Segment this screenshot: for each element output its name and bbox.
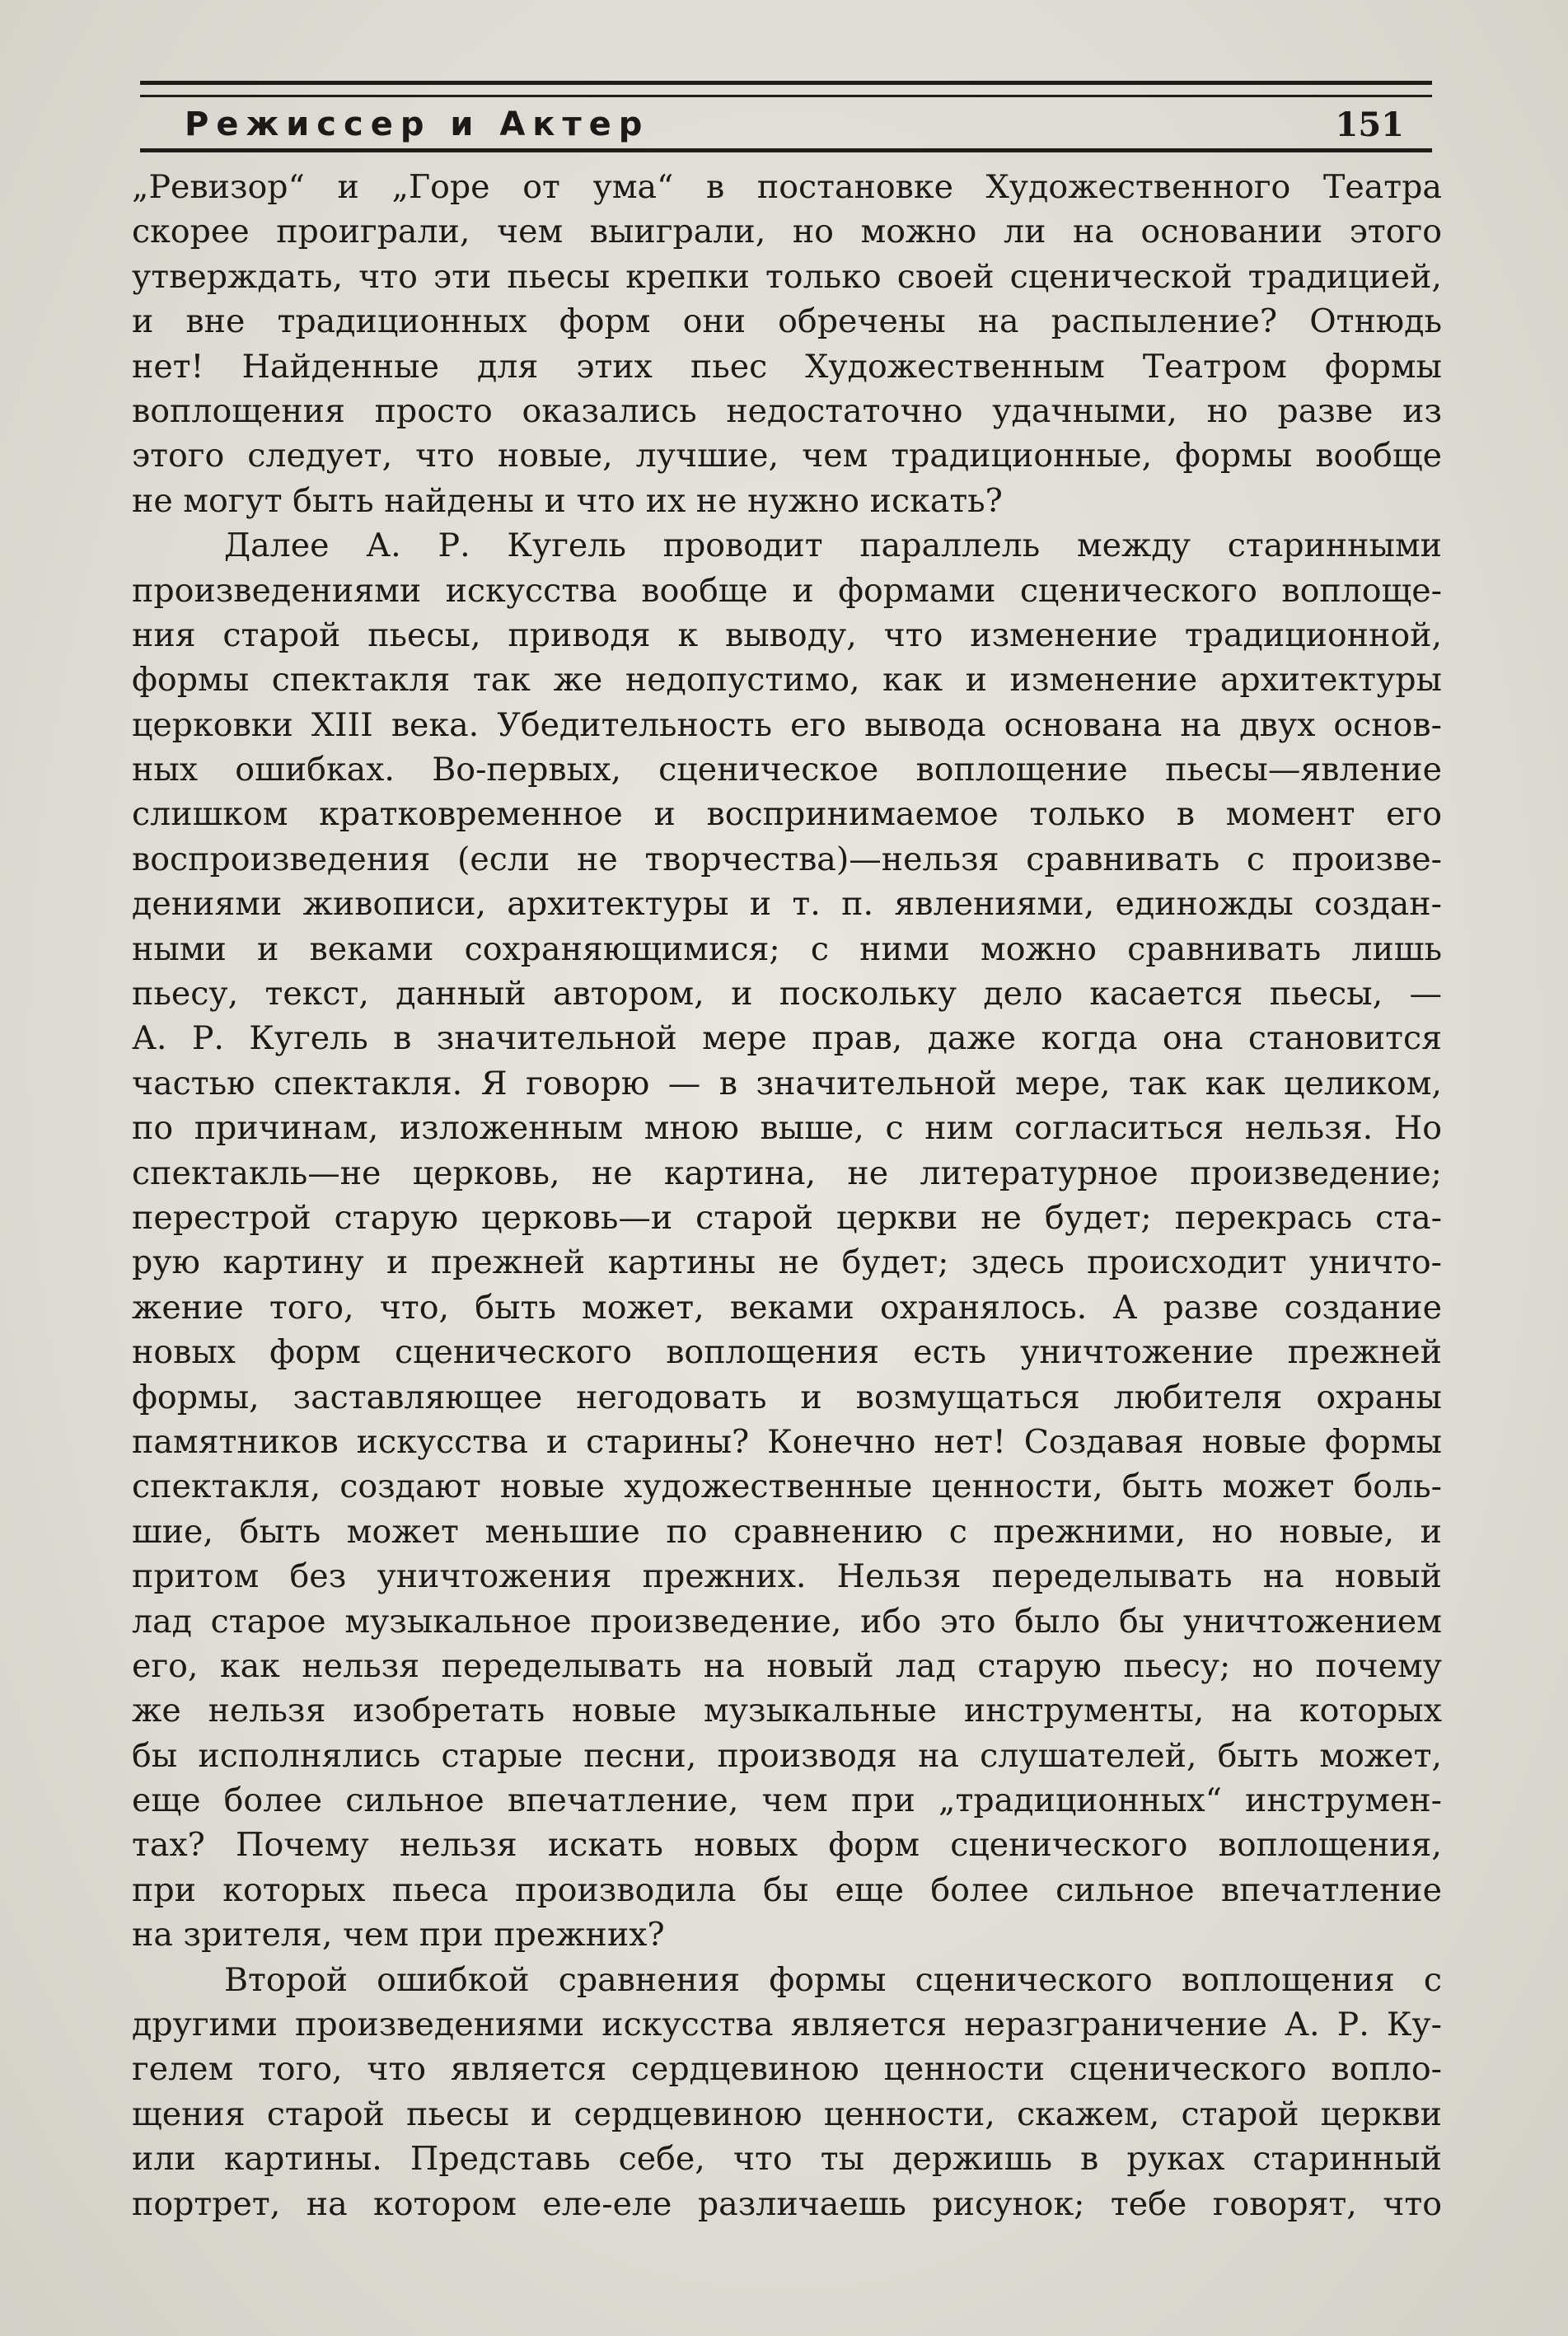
text-line: еще более сильное впечатление, чем при „традиционных“ инструмен- [132, 1781, 1442, 1820]
text-line: его, как нельзя переделывать на новый лад старую пьесу; но почему [132, 1646, 1442, 1685]
text-line: на зрителя, чем при прежних? [132, 1916, 665, 1954]
text-line: спектакля, создают новые художественные ценности, быть может боль- [132, 1468, 1442, 1506]
text-line: тах? Почему нельзя искать новых форм сценического воплощения, [132, 1826, 1442, 1865]
paragraph-first-line: Далее А. Р. Кугель проводит параллель между старинными [224, 527, 1442, 565]
header-top-rule [140, 81, 1432, 85]
text-line: воплощения просто оказались недостаточно удачными, но разве из [132, 391, 1442, 430]
text-line: спектакль—не церковь, не картина, не литературное произведение; [132, 1154, 1442, 1192]
text-line: или картины. Представь себе, что ты держишь в руках старинный [132, 2140, 1442, 2179]
text-line: бы исполнялись старые песни, производя на слушателей, быть может, [132, 1736, 1442, 1775]
running-title: Режиссер и Актер [185, 105, 650, 143]
text-line: и вне традиционных форм они обречены на распыление? Отнюдь [132, 302, 1442, 341]
text-line: „Ревизор“ и „Горе от ума“ в постановке Художественного Театра [132, 168, 1442, 206]
text-line: жение того, что, быть может, веками охранялось. А разве создание [132, 1288, 1442, 1327]
text-line: перестрой старую церковь—и старой церкви не будет; перекрась ста- [132, 1198, 1442, 1237]
text-line: формы спектакля так же недопустимо, как и изменение архитектуры [132, 661, 1442, 700]
text-line: ния старой пьесы, приводя к выводу, что изменение традиционной, [132, 616, 1442, 654]
text-line: пьесу, текст, данный автором, и поскольку дело касается пьесы, — [132, 975, 1442, 1014]
text-line: щения старой пьесы и сердцевиною ценности, скажем, старой церкви [132, 2095, 1442, 2133]
text-line: воспроизведения (если не творчества)—нельзя сравнивать с произве- [132, 840, 1442, 878]
text-line: при которых пьеса производила бы еще более сильное впечатление [132, 1870, 1442, 1909]
text-line: не могут быть найдены и что их не нужно искать? [132, 481, 1003, 520]
text-line: притом без уничтожения прежних. Нельзя переделывать на новый [132, 1557, 1442, 1596]
text-line: ных ошибках. Во-первых, сценическое воплощение пьесы—явление [132, 751, 1442, 789]
body-text [132, 165, 1442, 2226]
text-line: лад старое музыкальное произведение, ибо это было бы уничтожением [132, 1602, 1442, 1641]
text-line: рую картину и прежней картины не будет; здесь происходит уничто- [132, 1243, 1442, 1282]
text-line: частью спектакля. Я говорю — в значительной мере, так как целиком, [132, 1064, 1442, 1102]
page-number: 151 [1335, 105, 1404, 144]
text-line: же нельзя изобретать новые музыкальные инструменты, на которых [132, 1692, 1442, 1730]
text-line: гелем того, что является сердцевиною ценности сценического вопло- [132, 2050, 1442, 2089]
text-line: слишком кратковременное и воспринимаемое только в момент его [132, 795, 1442, 834]
text-line: церковки XIII века. Убедительность его вывода основана на двух основ- [132, 705, 1442, 744]
text-line: шие, быть может меньшие по сравнению с прежними, но новые, и [132, 1512, 1442, 1551]
text-line: произведениями искусства вообще и формами сценического воплоще- [132, 571, 1442, 610]
text-line: портрет, на котором еле-еле различаешь рисунок; тебе говорят, что [132, 2184, 1442, 2223]
text-line: А. Р. Кугель в значительной мере прав, даже когда она становится [132, 1019, 1442, 1058]
text-line: формы, заставляющее негодовать и возмущаться любителя охраны [132, 1378, 1442, 1416]
text-line: другими произведениями искусства является неразграничение А. Р. Ку- [132, 2006, 1442, 2044]
header-bottom-rule [140, 148, 1432, 152]
text-line: этого следует, что новые, лучшие, чем традиционные, формы вообще [132, 437, 1442, 475]
text-line: памятников искусства и старины? Конечно нет! Создавая новые формы [132, 1422, 1442, 1461]
text-line: утверждать, что эти пьесы крепки только своей сценической традицией, [132, 257, 1442, 296]
header-second-rule [140, 95, 1432, 97]
paragraph-first-line: Второй ошибкой сравнения формы сценического воплощения с [224, 1960, 1442, 1999]
page-header [142, 102, 1430, 152]
text-line: по причинам, изложенным мною выше, с ним согласиться нельзя. Но [132, 1109, 1442, 1148]
text-line: новых форм сценического воплощения есть уничтожение прежней [132, 1333, 1442, 1372]
text-line: дениями живописи, архитектуры и т. п. явлениями, единожды создан- [132, 885, 1442, 924]
text-line: нет! Найденные для этих пьес Художественным Театром формы [132, 347, 1442, 386]
text-line: ными и веками сохраняющимися; с ними можно сравнивать лишь [132, 929, 1442, 968]
text-line: скорее проиграли, чем выиграли, но можно ли на основании этого [132, 213, 1442, 251]
